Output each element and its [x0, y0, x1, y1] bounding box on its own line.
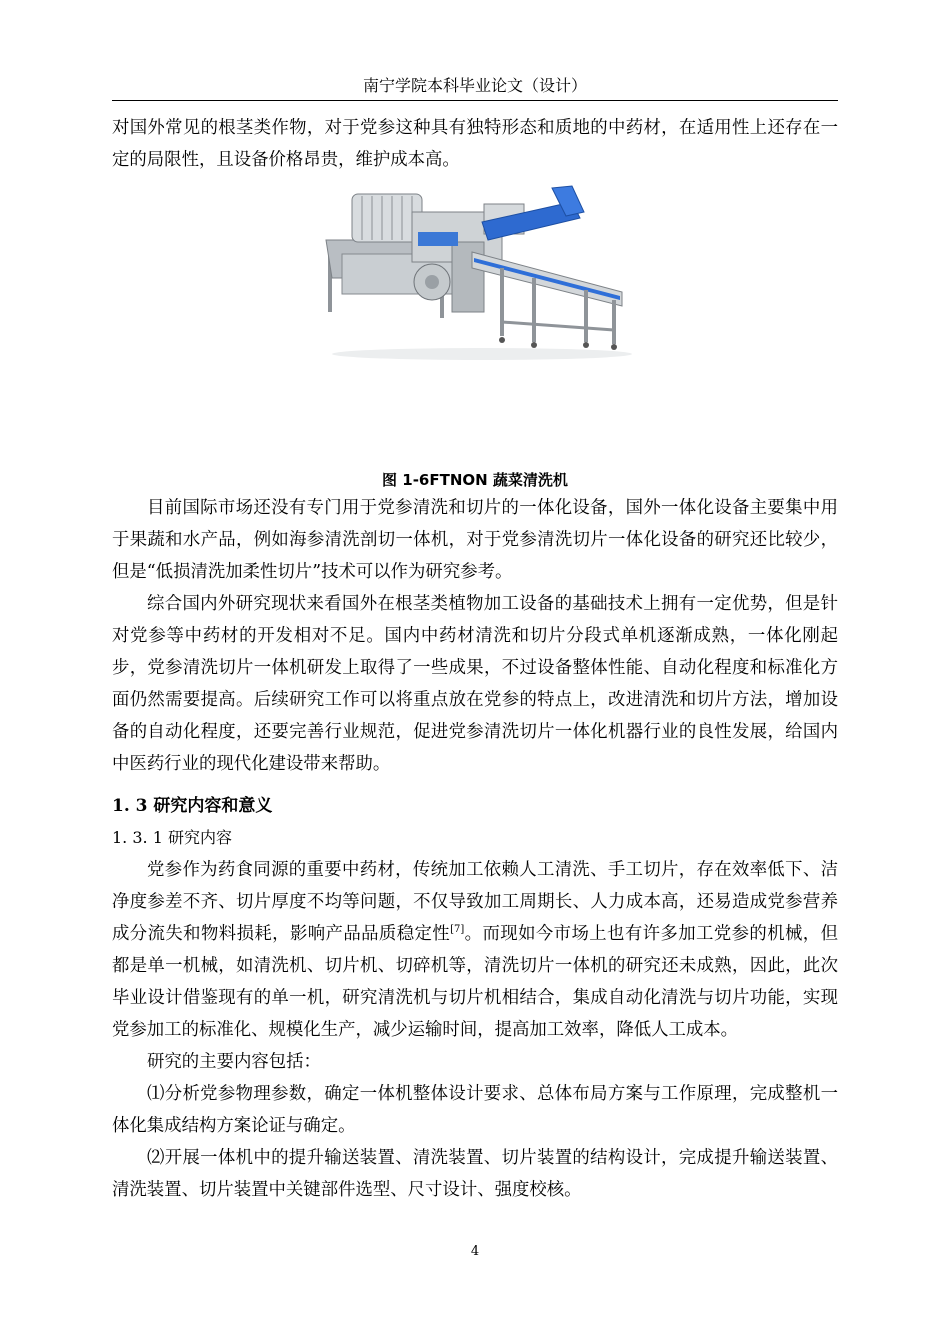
paragraph — [112, 854, 838, 1046]
section-heading: 1. 3 研究内容和意义 — [112, 796, 273, 816]
paragraph-text: 党参作为药食同源的重要中药材，传统加工依赖人工清洗、手工切片，存在效率低下、洁净度参差不齐、切片厚度不均等问题，不仅导致加工周期长、人力成本高，还易造成党参营养成分流失和物料损耗，影响产品品质稳定性 — [112, 860, 838, 944]
paragraph: 研究的主要内容包括： — [147, 1052, 321, 1072]
figure-vegetable-washer — [112, 176, 838, 446]
paragraph-continued: 对国外常见的根茎类作物，对于党参这种具有独特形态和质地的中药材，在适用性上还存在一定的局限性，且设备价格昂贵，维护成本高。 — [112, 118, 838, 170]
running-header: 南宁学院本科毕业论文（设计） — [362, 76, 587, 95]
paragraph: 目前国际市场还没有专门用于党参清洗和切片的一体化设备，国外一体化设备主要集中用于果蔬和水产品，例如海参清洗剖切一体机，对于党参清洗切片一体化设备的研究还比较少，但是“低损清洗加柔性切片”技术可以作为研究参考。 — [112, 498, 838, 582]
paragraph: 综合国内外研究现状来看国外在根茎类植物加工设备的基础技术上拥有一定优势，但是针对党参等中药材的开发相对不足。国内中药材清洗和切片分段式单机逐渐成熟，一体化刚起步，党参清洗切片一体机研发上取得了一些成果，不过设备整体性能、自动化程度和标准化方面仍然需要提高。后续研究工作可以将重点放在党参的特点上，改进清洗和切片方法，增加设备的自动化程度，还要完善行业规范，促进党参清洗切片一体化机器行业的良性发展，给国内中医药行业的现代化建设带来帮助。 — [112, 594, 838, 774]
subsection-heading: 1. 3. 1 研究内容 — [112, 828, 232, 847]
list-item: ⑵开展一体机中的提升输送装置、清洗装置、切片装置的结构设计，完成提升输送装置、清洗装置、切片装置中关键部件选型、尺寸设计、强度校核。 — [112, 1148, 838, 1200]
figure-caption: 图 1-6FTNON 蔬菜清洗机 — [382, 471, 568, 489]
page-body — [112, 112, 838, 1206]
list-item: ⑴分析党参物理参数，确定一体机整体设计要求、总体布局方案与工作原理，完成整机一体化集成结构方案论证与确定。 — [112, 1084, 838, 1136]
page-number: 4 — [470, 1244, 480, 1259]
paragraph-text: 。而现如今市场上也有许多加工党参的机械，但都是单一机械，如清洗机、切片机、切碎机等，清洗切片一体机的研究还未成熟，因此，此次毕业设计借鉴现有的单一机，研究清洗机与切片机相结合，集成自动化清洗与切片功能，实现党参加工的标准化、规模化生产，减少运输时间，提高加工效率，降低人工成本。 — [112, 924, 838, 1040]
washing-machine-illustration — [322, 182, 642, 392]
header-rule — [112, 100, 838, 101]
citation-ref: [7] — [450, 924, 465, 936]
